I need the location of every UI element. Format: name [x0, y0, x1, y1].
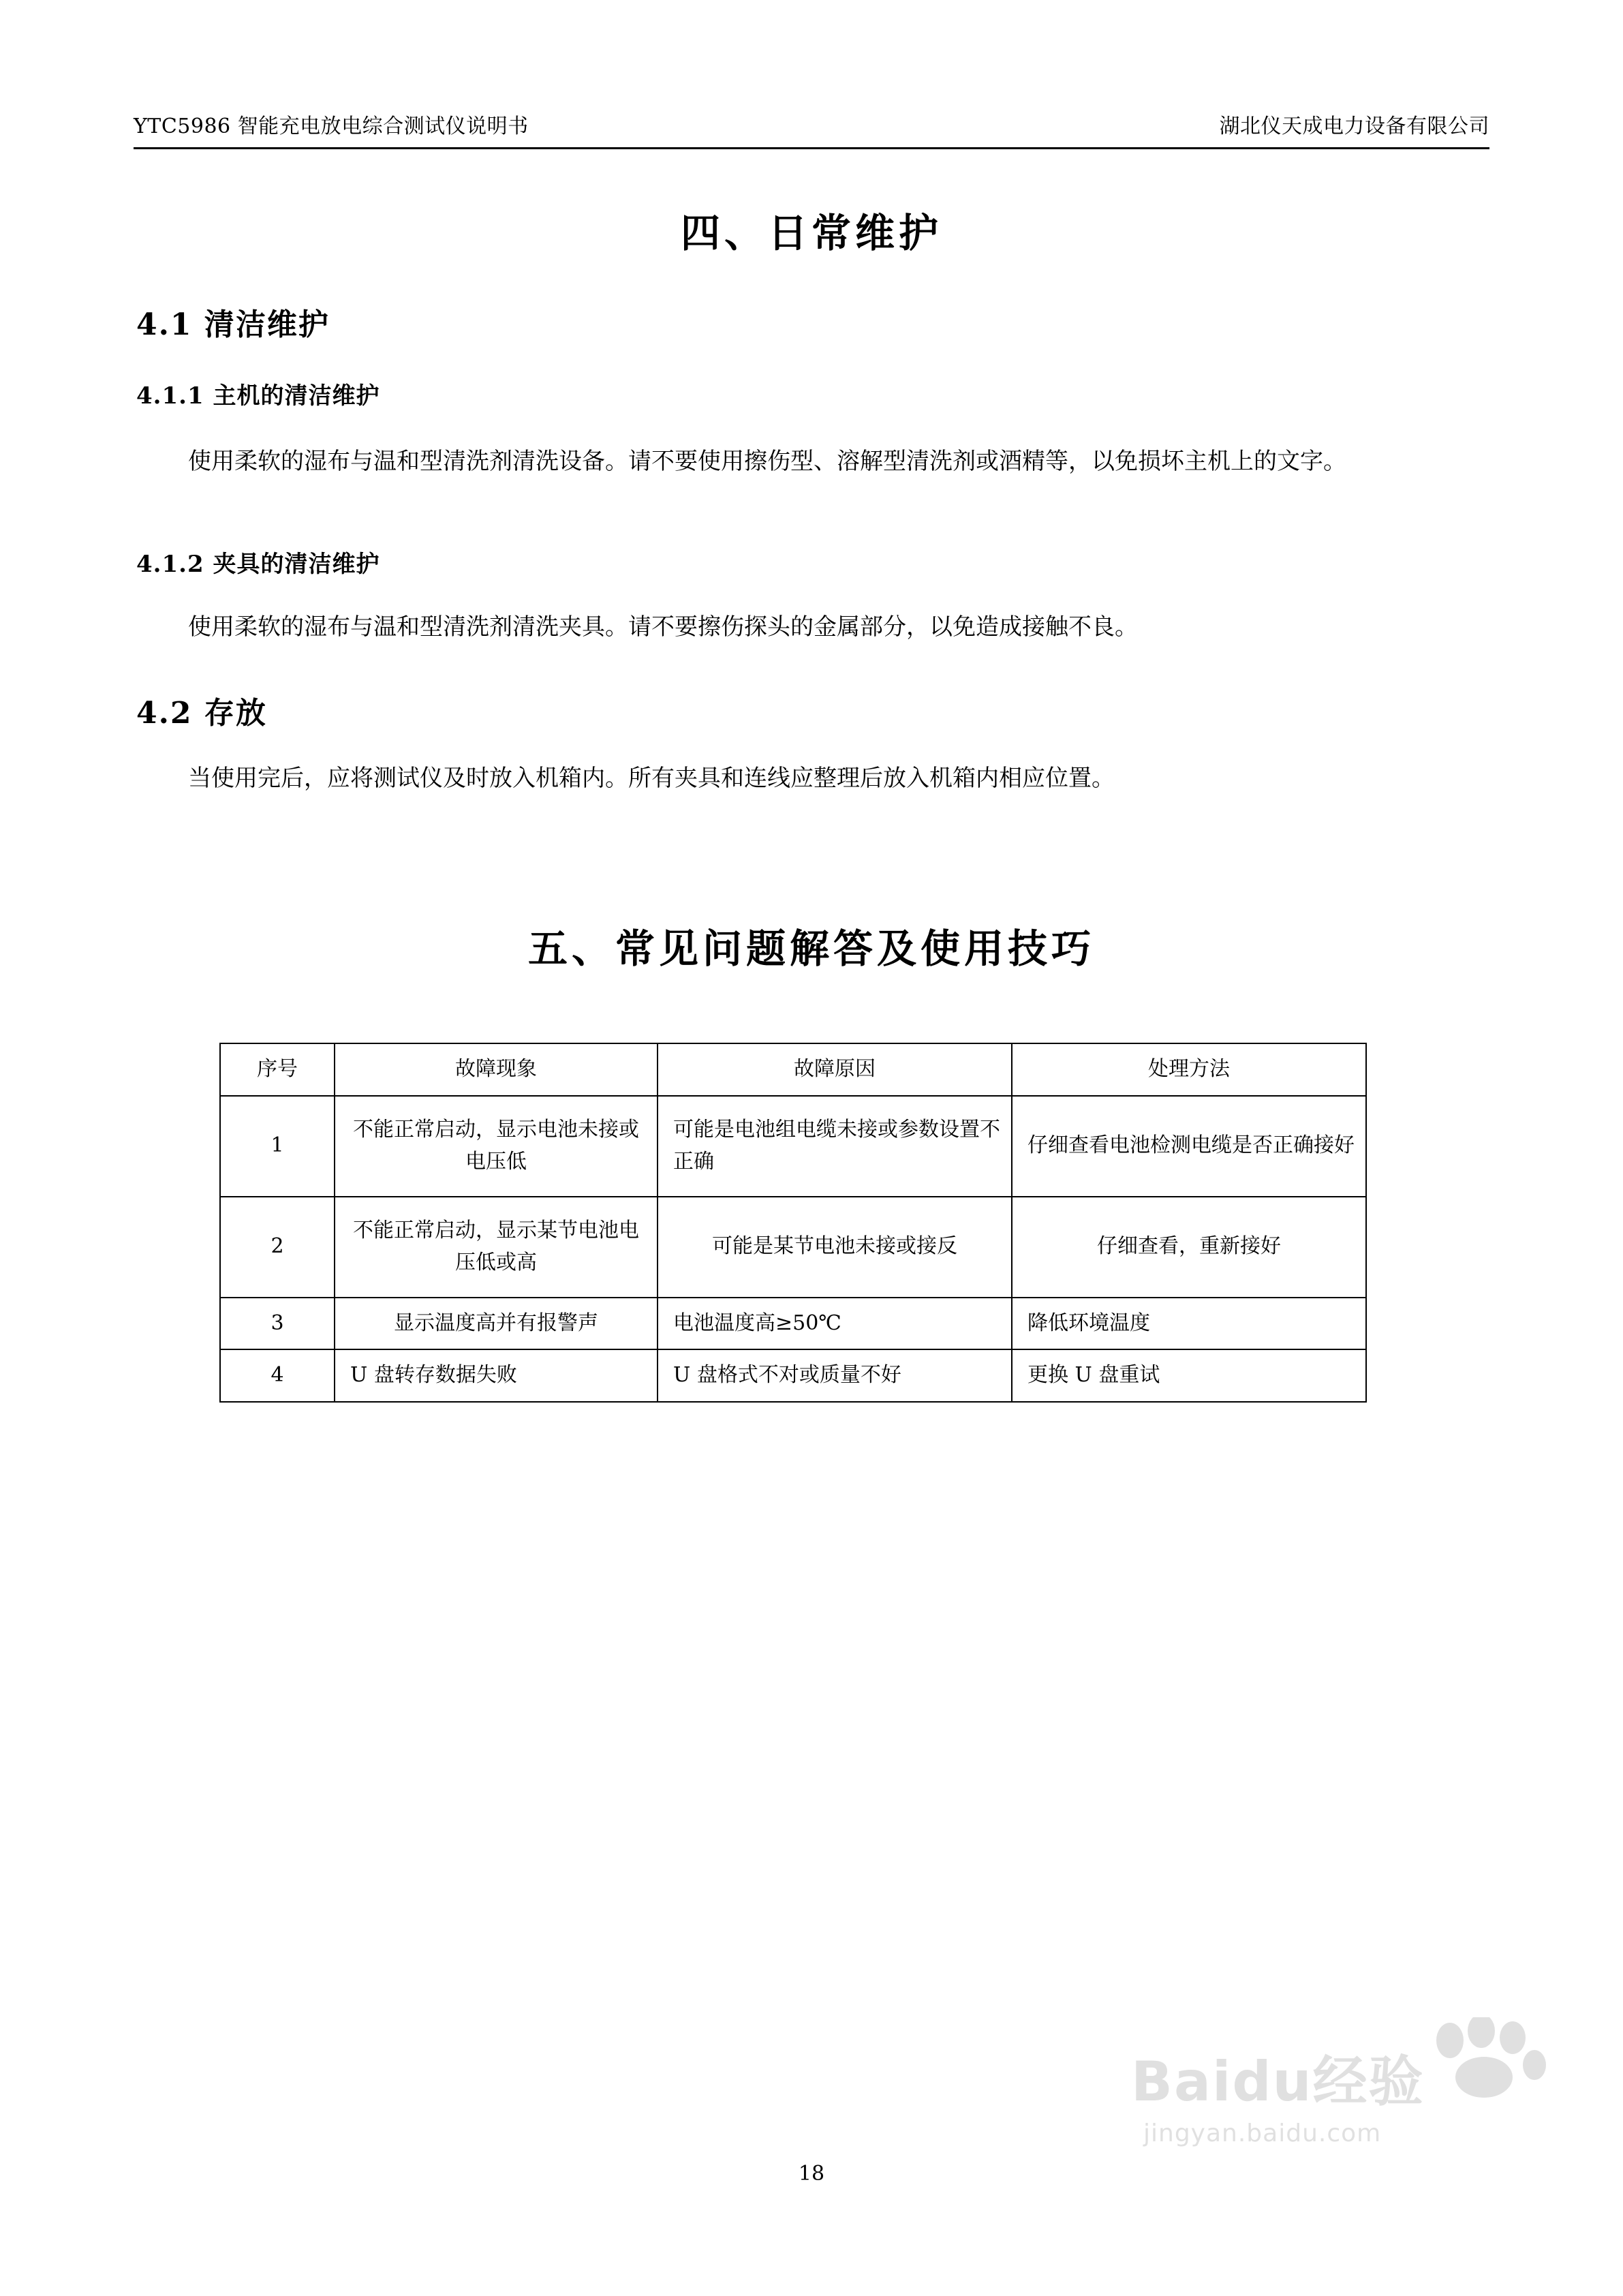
cell-cause: U 盘格式不对或质量不好 [658, 1349, 1012, 1402]
cell-index: 1 [220, 1096, 335, 1197]
watermark-url: jingyan.baidu.com [1143, 2119, 1382, 2147]
cell-solution: 仔细查看电池检测电缆是否正确接好 [1012, 1096, 1366, 1197]
section-4-1-1-body: 使用柔软的湿布与温和型清洗剂清洗设备。请不要使用擦伤型、溶解型清洗剂或酒精等，以免损坏主机上的文字。 [188, 448, 1346, 475]
cell-index: 2 [220, 1197, 335, 1298]
section-4-1-title: 4.1 清洁维护 [136, 307, 330, 342]
header-divider [134, 147, 1489, 149]
paw-print-icon [1425, 2017, 1548, 2099]
cell-cause: 可能是电池组电缆未接或参数设置不正确 [658, 1096, 1012, 1197]
cell-symptom: 显示温度高并有报警声 [335, 1298, 658, 1350]
cell-symptom: 不能正常启动，显示某节电池电压低或高 [335, 1197, 658, 1298]
table-row [220, 1197, 1366, 1298]
cell-symptom: 不能正常启动，显示电池未接或电压低 [335, 1096, 658, 1197]
table-row [220, 1349, 1366, 1402]
cell-symptom: U 盘转存数据失败 [335, 1349, 658, 1402]
section-4-1-1-title: 4.1.1 主机的清洁维护 [136, 382, 380, 410]
table-row [220, 1096, 1366, 1197]
column-header-symptom: 故障现象 [335, 1043, 658, 1096]
column-header-cause: 故障原因 [658, 1043, 1012, 1096]
cell-cause: 电池温度高≥50℃ [658, 1298, 1012, 1350]
cell-solution: 更换 U 盘重试 [1012, 1349, 1366, 1402]
cell-solution: 仔细查看，重新接好 [1012, 1197, 1366, 1298]
table-header-row [220, 1043, 1366, 1096]
section-4-2-title: 4.2 存放 [136, 696, 267, 731]
cell-cause: 可能是某节电池未接或接反 [658, 1197, 1012, 1298]
cell-index: 3 [220, 1298, 335, 1350]
watermark-brand: Baidu经验 [1131, 2050, 1425, 2113]
chapter-4-title: 四、日常维护 [680, 210, 942, 256]
column-header-solution: 处理方法 [1012, 1043, 1366, 1096]
header-right-company: 湖北仪天成电力设备有限公司 [1219, 114, 1489, 138]
cell-solution: 降低环境温度 [1012, 1298, 1366, 1350]
section-4-1-2-title: 4.1.2 夹具的清洁维护 [136, 551, 380, 578]
section-4-1-2-body: 使用柔软的湿布与温和型清洗剂清洗夹具。请不要擦伤探头的金属部分，以免造成接触不良。 [188, 613, 1138, 641]
page-header [134, 109, 1489, 139]
faq-table-container [219, 1043, 1365, 1403]
cell-index: 4 [220, 1349, 335, 1402]
header-left-title: YTC5986 智能充电放电综合测试仪说明书 [134, 114, 529, 138]
section-4-2-body: 当使用完后，应将测试仪及时放入机箱内。所有夹具和连线应整理后放入机箱内相应位置。 [188, 765, 1115, 792]
table-row [220, 1298, 1366, 1350]
column-header-index: 序号 [220, 1043, 335, 1096]
chapter-5-title: 五、常见问题解答及使用技巧 [527, 925, 1095, 972]
page-number: 18 [798, 2162, 825, 2186]
faq-table [219, 1043, 1367, 1403]
